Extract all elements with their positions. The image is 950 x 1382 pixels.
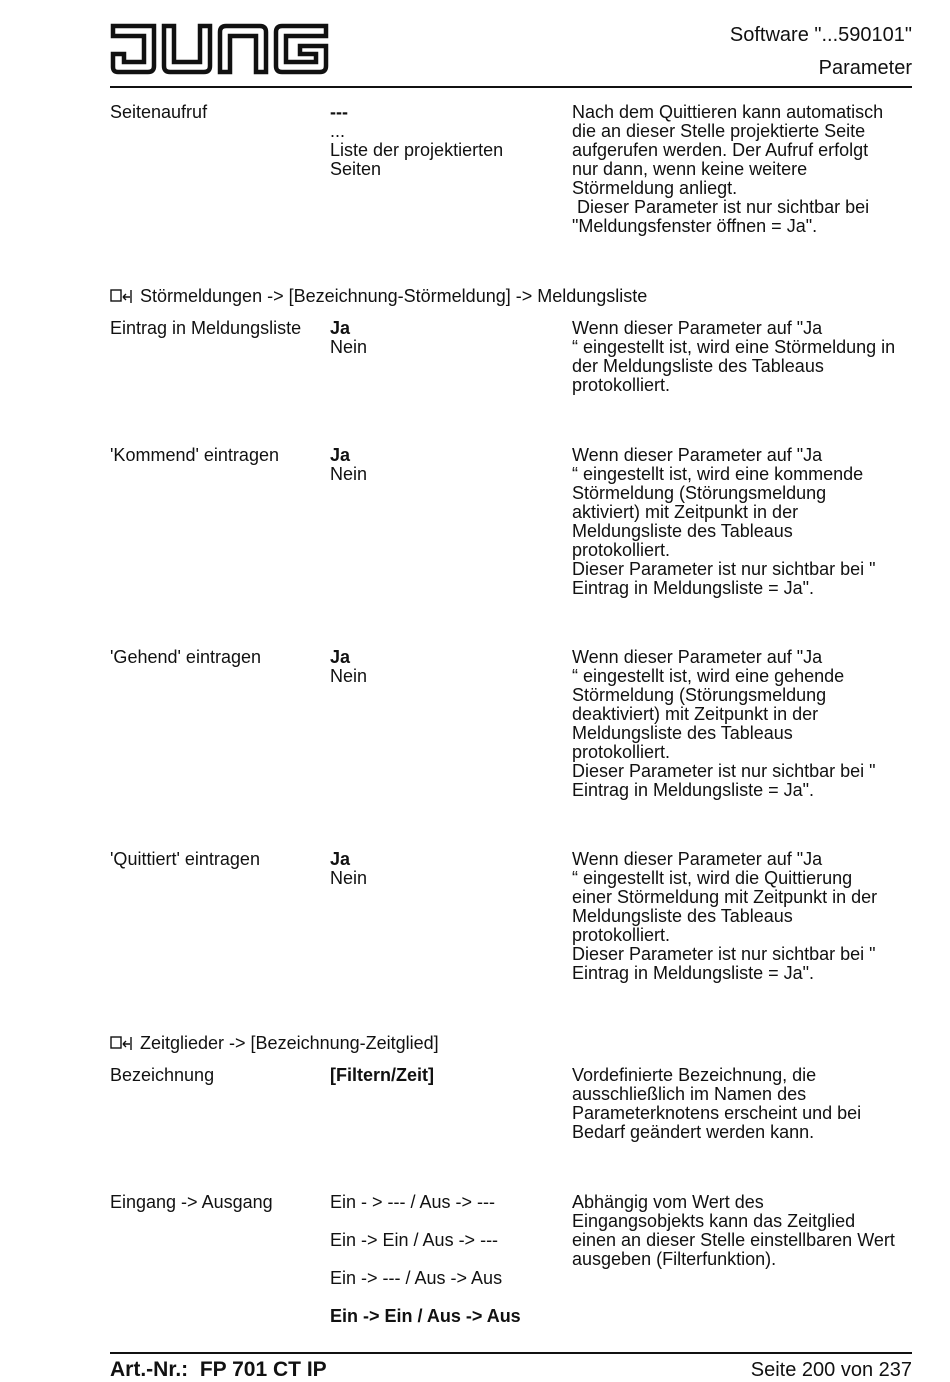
desc-line: einen an dieser Stelle einstellbaren Wert [572,1230,895,1250]
param-options [330,103,570,179]
desc-line: Eintrag in Meldungsliste = Ja". [572,780,815,800]
desc-line: "Meldungsfenster öffnen = Ja". [572,216,818,236]
param-name: 'Kommend' eintragen [110,445,279,465]
section-title: Zeitglieder -> [Bezeichnung-Zeitglied] [140,1033,439,1053]
desc-line: Wenn dieser Parameter auf "Ja [572,849,823,869]
desc-line: ausgeben (Filterfunktion). [572,1249,777,1269]
option-value: Nein [330,464,368,484]
software-version: Software "...590101" [729,24,912,46]
option-value: --- [330,102,348,122]
param-name: Eintrag in Meldungsliste [110,318,302,338]
desc-line: deaktiviert) mit Zeitpunkt in der [572,704,819,724]
desc-line: Nach dem Quittieren kann automatisch [572,102,884,122]
option-value: Ja [330,849,351,869]
desc-line: Störmeldung anliegt. [572,178,738,198]
desc-line: Eintrag in Meldungsliste = Ja". [572,578,815,598]
desc-line: Störmeldung (Störungsmeldung [572,483,827,503]
svg-text:JUNG: JUNG [110,22,113,23]
section-heading-zeitglieder [110,1034,439,1053]
section-heading-stoermeldungen [110,287,647,306]
desc-line: Bedarf geändert werden kann. [572,1122,815,1142]
param-options [330,1193,570,1345]
desc-line: protokolliert. [572,375,671,395]
page-number: Seite 200 von 237 [750,1359,912,1381]
desc-line: Dieser Parameter ist nur sichtbar bei [572,197,870,217]
option-value: Nein [330,666,368,686]
option-value: [Filtern/Zeit] [330,1065,434,1085]
param-description [572,319,917,395]
desc-line: Dieser Parameter ist nur sichtbar bei " [572,559,876,579]
param-description [572,850,917,983]
desc-line: protokolliert. [572,925,671,945]
desc-line: Wenn dieser Parameter auf "Ja [572,445,823,465]
desc-line: Wenn dieser Parameter auf "Ja [572,647,823,667]
desc-line: “ eingestellt ist, wird eine Störmeldung in [572,337,896,357]
desc-line: aufgerufen werden. Der Aufruf erfolgt [572,140,869,160]
desc-line: nur dann, wenn keine weitere [572,159,808,179]
option-value: ... [330,121,346,141]
page-section-title: Parameter [818,57,912,79]
option-value: Nein [330,337,368,357]
param-name: Seitenaufruf [110,102,208,122]
desc-line: Störmeldung (Störungsmeldung [572,685,827,705]
param-description [572,1193,917,1269]
param-options [330,850,570,888]
desc-line: der Meldungsliste des Tableaus [572,356,824,376]
desc-line: Eintrag in Meldungsliste = Ja". [572,963,815,983]
option-value: Ja [330,318,351,338]
option-value: Ein -> Ein / Aus -> --- [330,1230,499,1250]
param-options [330,446,570,484]
option-value: Liste der projektierten [330,140,504,160]
option-value: Seiten [330,159,382,179]
option-value: Ein - > --- / Aus -> --- [330,1192,496,1212]
jung-logo [110,22,330,76]
param-description [572,648,917,800]
desc-line: “ eingestellt ist, wird die Quittierung [572,868,853,888]
footer-divider [110,1352,912,1354]
desc-line: Parameterknotens erscheint und bei [572,1103,862,1123]
desc-line: Vordefinierte Bezeichnung, die [572,1065,817,1085]
param-options [330,1066,570,1085]
option-value: Ja [330,647,351,667]
desc-line: aktiviert) mit Zeitpunkt in der [572,502,799,522]
desc-line: ausschließlich im Namen des [572,1084,807,1104]
nav-arrow-icon [110,288,136,304]
desc-line: Eingangsobjekts kann das Zeitglied [572,1211,856,1231]
desc-line: die an dieser Stelle projektierte Seite [572,121,866,141]
desc-line: protokolliert. [572,742,671,762]
param-description [572,1066,917,1142]
desc-line: protokolliert. [572,540,671,560]
article-number: Art.-Nr.: FP 701 CT IP [110,1358,327,1381]
param-name: 'Quittiert' eintragen [110,849,260,869]
desc-line: Meldungsliste des Tableaus [572,521,793,541]
desc-line: Meldungsliste des Tableaus [572,723,793,743]
desc-line: “ eingestellt ist, wird eine kommende [572,464,864,484]
desc-line: Abhängig vom Wert des [572,1192,764,1212]
desc-line: Wenn dieser Parameter auf "Ja [572,318,823,338]
option-value: Ja [330,445,351,465]
option-value: Ein -> --- / Aus -> Aus [330,1268,503,1288]
param-name: 'Gehend' eintragen [110,647,261,667]
option-value: Nein [330,868,368,888]
desc-line: Dieser Parameter ist nur sichtbar bei " [572,944,876,964]
param-description [572,103,917,236]
param-name: Eingang -> Ausgang [110,1192,273,1212]
desc-line: Dieser Parameter ist nur sichtbar bei " [572,761,876,781]
desc-line: einer Störmeldung mit Zeitpunkt in der [572,887,878,907]
param-description [572,446,917,598]
nav-arrow-icon [110,1035,136,1051]
option-value: Ein -> Ein / Aus -> Aus [330,1306,521,1326]
header-divider [110,86,912,88]
param-options [330,319,570,357]
desc-line: Meldungsliste des Tableaus [572,906,793,926]
param-options [330,648,570,686]
section-title: Störmeldungen -> [Bezeichnung-Störmeldung] -> Meldungsliste [140,286,648,306]
param-name: Bezeichnung [110,1065,215,1085]
desc-line: “ eingestellt ist, wird eine gehende [572,666,845,686]
